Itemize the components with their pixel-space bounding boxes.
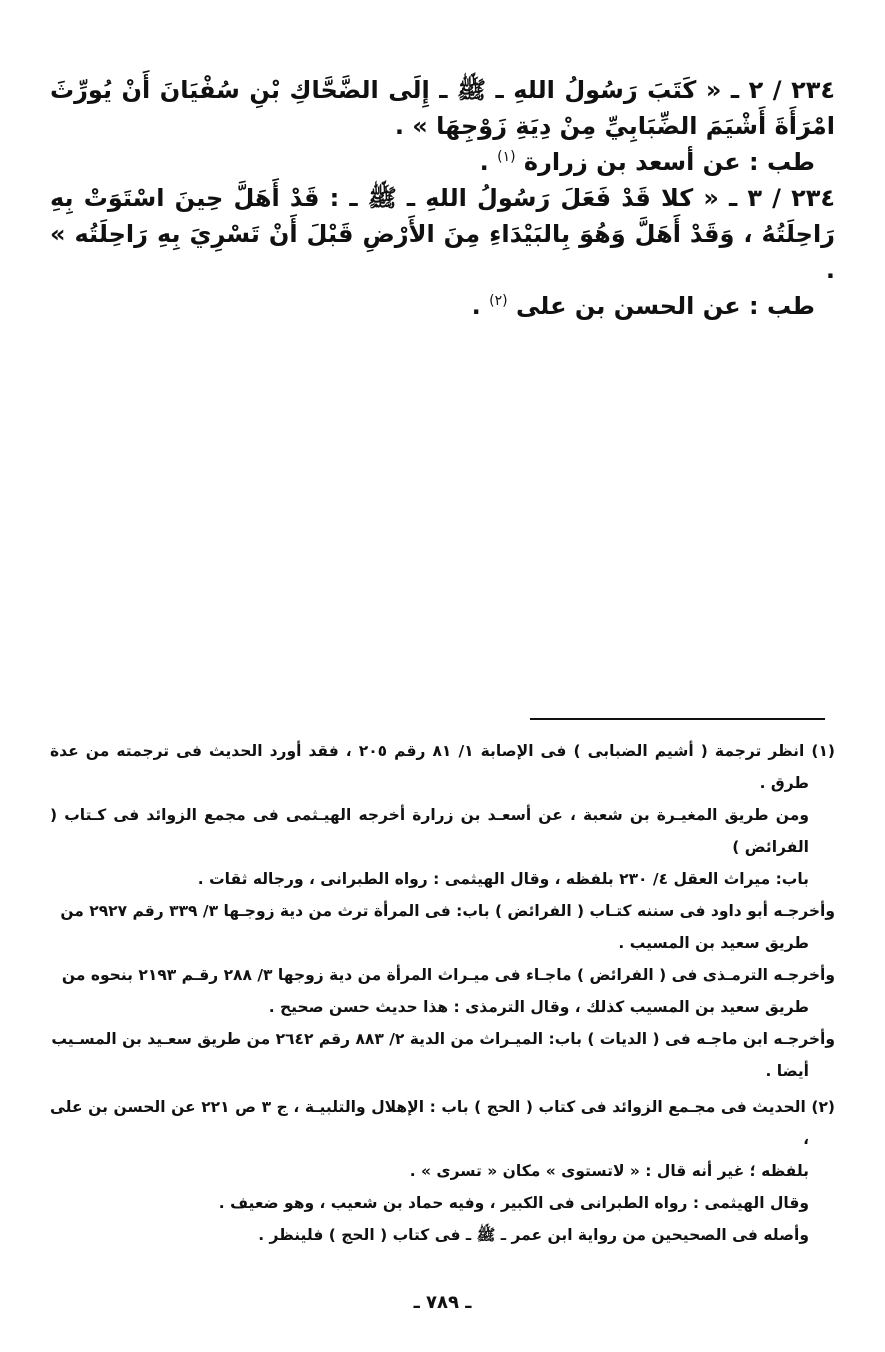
- footnote-line: ومن طريق المغيـرة بن شعبة ، عن أسعـد بن زرارة أخرجه الهيـثمى فى مجمع الزوائد فى كـتاب ( الفرائض ): [50, 806, 809, 856]
- footnote-line: (١) انظر ترجمة ( أشيم الضبابى ) فى الإصابة ١/ ٨١ رقم ٢٠٥ ، فقد أورد الحديث فى ترجمته من عدة طرق .: [50, 742, 835, 792]
- page-number: ـ ٧٨٩ ـ: [413, 1292, 472, 1313]
- footnote-line: طريق سعيد بن المسيب كذلك ، وقال الترمذى : هذا حديث حسن صحيح .: [268, 998, 809, 1016]
- source-period: .: [471, 292, 481, 320]
- hadith-entry-2: ٢٣٤ / ٣ ـ « كلا قَدْ فَعَلَ رَسُولُ اللهِ ـ ﷺ ـ : قَدْ أَهَلَّ حِينَ اسْتَوَتْ بِهِ رَاحِلَتُهُ ، وَقَدْ أَهَلَّ وَهُوَ بِالبَيْدَاءِ مِنَ الأَرْضِ قَبْلَ أَنْ تَسْرِيَ بِهِ رَاحِلَتُه » .: [50, 184, 836, 284]
- footnote-line: (٢) الحديث فى مجـمع الزوائد فى كتاب ( الحج ) باب : الإهلال والتلبيـة ، ج ٣ ص ٢٢١ عن الحسن بن على ،: [50, 1098, 835, 1148]
- source-period: .: [479, 148, 489, 176]
- source-text: طب : عن أسعد بن زرارة: [523, 148, 815, 176]
- footnote-line: وأصله فى الصحيحين من رواية ابن عمر ـ ﷺ ـ فى كتاب ( الحج ) فلينظر .: [258, 1226, 809, 1244]
- footnote-marker-1[interactable]: (١): [497, 149, 516, 165]
- footnote-marker-2[interactable]: (٢): [489, 293, 508, 309]
- source-text: طب : عن الحسن بن على: [515, 292, 815, 320]
- footnote-line: طريق سعيد بن المسيب .: [618, 934, 809, 952]
- footnote-line: وقال الهيثمى : رواه الطبرانى فى الكبير ، وفيه حماد بن شعيب ، وهو ضعيف .: [218, 1194, 809, 1212]
- main-text: [50, 72, 835, 324]
- hadith-source-2: [50, 288, 835, 324]
- footnote-1: [50, 735, 835, 1087]
- hadith-source-1: [50, 144, 835, 180]
- footnote-line: أيضا .: [765, 1062, 809, 1080]
- footnotes: [50, 735, 835, 1251]
- footnote-2: [50, 1091, 835, 1251]
- footnote-separator: [530, 718, 825, 720]
- footnote-line: وأخرجـه أبو داود فى سننه كتـاب ( الفرائض ) باب: فى المرأة ترث من دية زوجـها ٣/ ٣٣٩ رقم ٢٩٢٧ من: [60, 902, 835, 920]
- hadith-entry-1: ٢٣٤ / ٢ ـ « كَتَبَ رَسُولُ اللهِ ـ ﷺ ـ إِلَى الضَّحَّاكِ بْنِ سُفْيَانَ أَنْ يُورِّثَ امْرَأَةَ أَشْيَمَ الضِّبَابِيِّ مِنْ دِيَةِ زَوْجِهَا » .: [50, 76, 836, 140]
- footnote-line: باب: ميراث العقل ٤/ ٢٣٠ بلفظه ، وقال الهيثمى : رواه الطبرانى ، ورجاله ثقات .: [197, 870, 809, 888]
- footnote-line: وأخرجـه ابن ماجـه فى ( الديات ) باب: الميـراث من الدية ٢/ ٨٨٣ رقم ٢٦٤٢ من طريق سعـيد بن المسـيب: [51, 1030, 835, 1048]
- footnote-line: بلفظه ؛ غير أنه قال : « لاتستوى » مكان « تسرى » .: [409, 1162, 809, 1180]
- footnote-line: وأخرجـه الترمـذى فى ( الفرائض ) ماجـاء فى ميـراث المرأة من دية زوجها ٣/ ٢٨٨ رقـم ٢١٩٣ بنحوه من: [61, 966, 835, 984]
